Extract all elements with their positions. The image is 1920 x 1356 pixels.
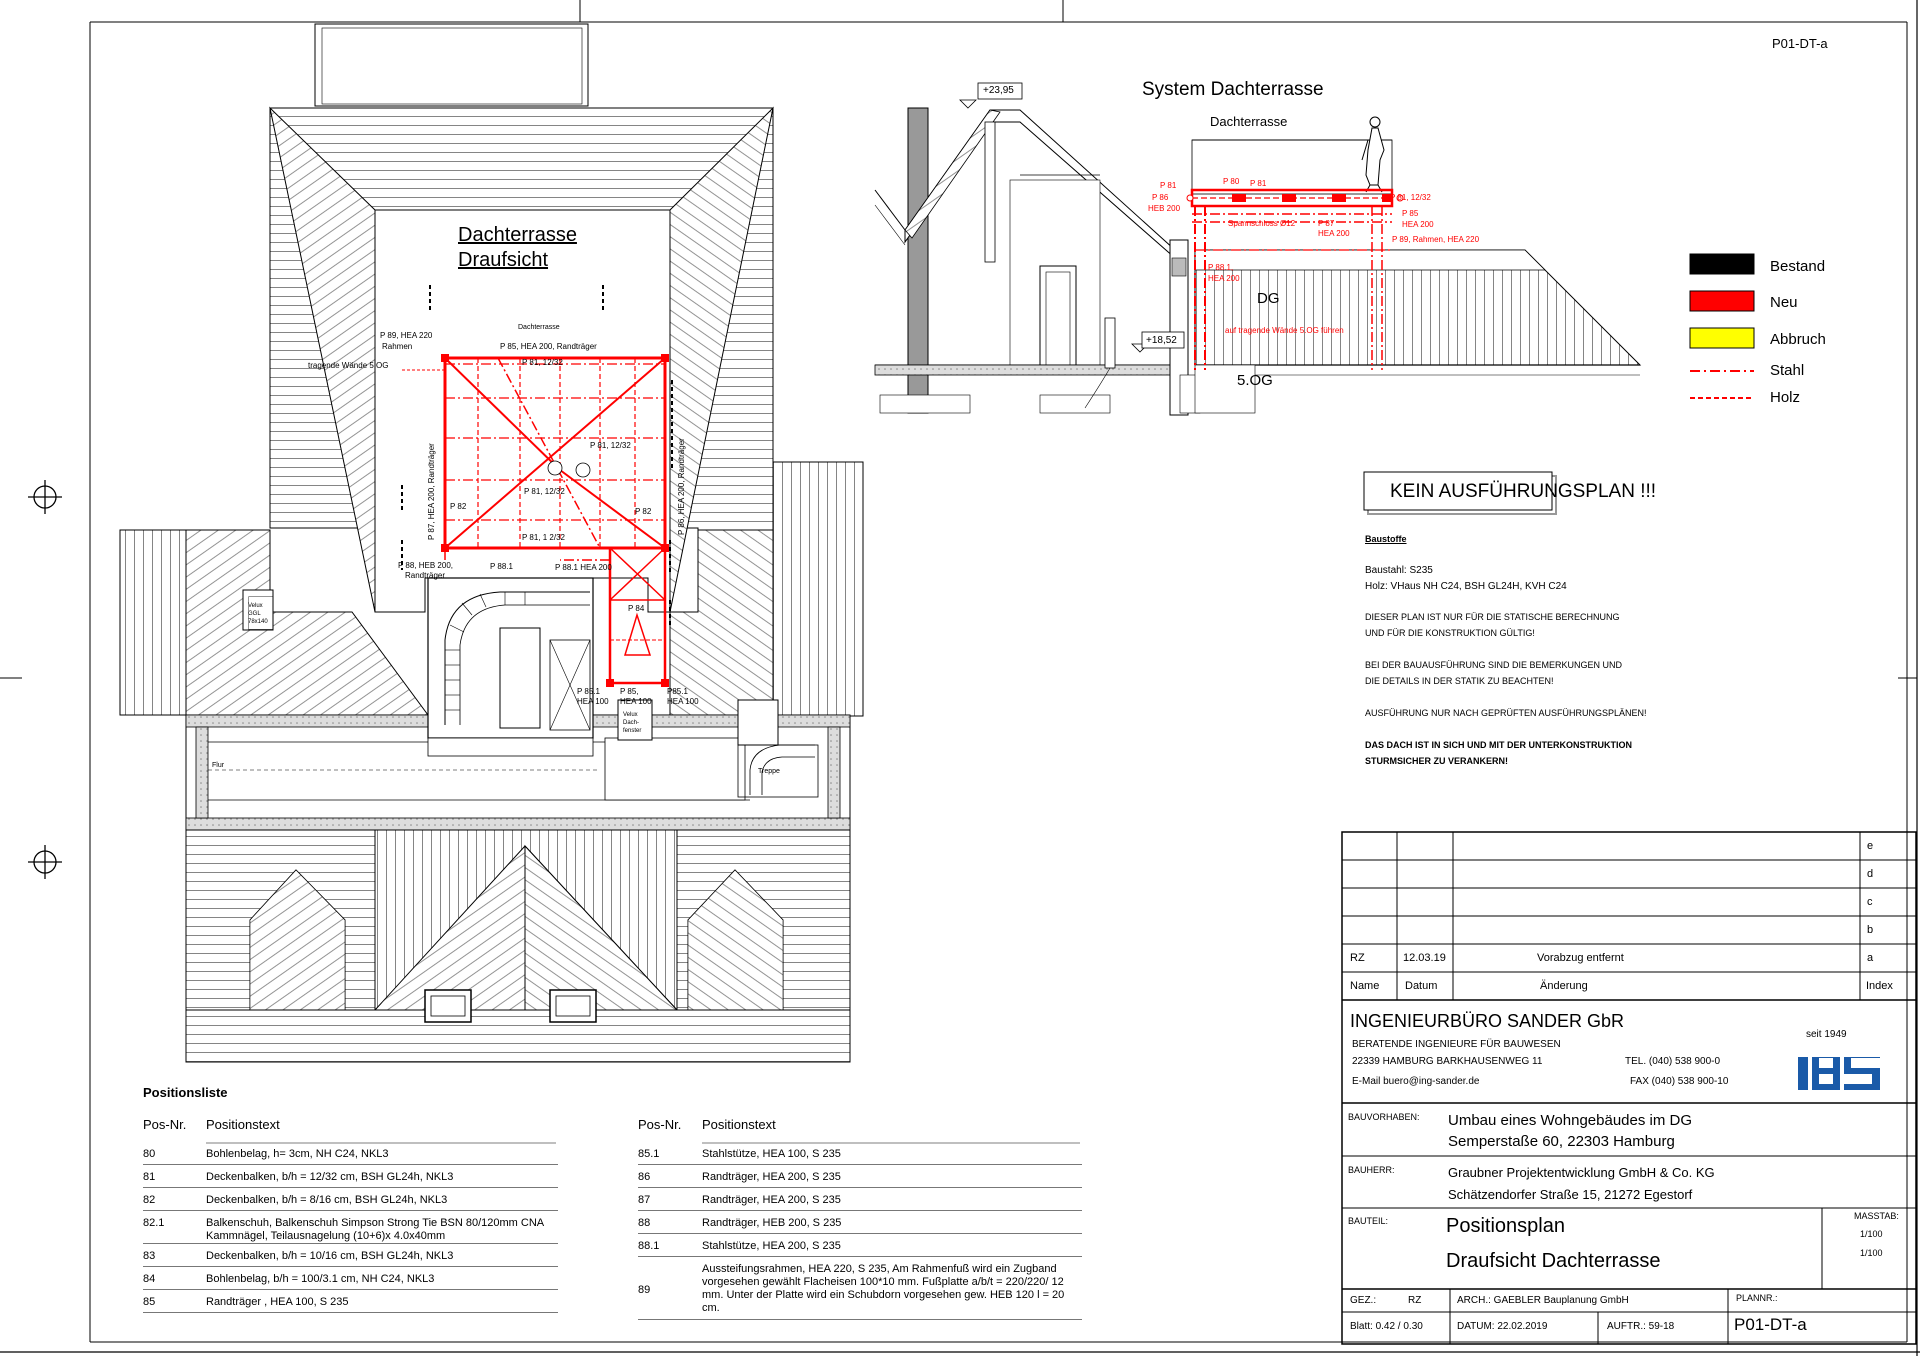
office-address: 22339 HAMBURG BARKHAUSENWEG 11 — [1352, 1056, 1543, 1067]
plan-label: P 81, 12/32 — [524, 487, 565, 496]
office-fax: FAX (040) 538 900-10 — [1630, 1076, 1729, 1087]
rev-col-name: Name — [1350, 980, 1380, 992]
legend-label-abbruch: Abbruch — [1770, 331, 1826, 348]
section-label: P 88.1, — [1208, 263, 1234, 272]
table-row — [638, 1169, 1082, 1188]
plan-label: P 88.1 — [490, 562, 513, 571]
plan-id-top: P01-DT-a — [1772, 36, 1828, 51]
plan-label: HEA 100 — [620, 697, 652, 706]
plan-label: Rahmen — [382, 342, 413, 351]
project-bh-2: Schätzendorfer Straße 15, 21272 Egestorf — [1448, 1187, 1693, 1202]
rev-a-date: 12.03.19 — [1403, 952, 1446, 964]
project-ms-2: 1/100 — [1860, 1248, 1883, 1258]
project-bv-label: BAUVORHABEN: — [1348, 1112, 1420, 1122]
materials-line: DIE DETAILS IN DER STATIK ZU BEACHTEN! — [1365, 676, 1554, 686]
position-text: Deckenbalken, b/h = 8/16 cm, BSH GL24h, NKL3 — [206, 1194, 448, 1206]
positions-col-text-right: Positionstext — [702, 1117, 776, 1132]
section-label: P 81, 12/32 — [1390, 193, 1431, 202]
plan-label: Treppe — [758, 768, 780, 775]
legend-label-neu: Neu — [1770, 294, 1798, 311]
notice-not-for-construction: KEIN AUSFÜHRUNGSPLAN !!! — [1390, 481, 1657, 502]
materials-line: UND FÜR DIE KONSTRUKTION GÜLTIG! — [1365, 628, 1535, 638]
rev-col-index: Index — [1866, 980, 1893, 992]
plan-label: P 81, 12/32 — [522, 358, 563, 367]
section-label: HEA 200 — [1318, 229, 1350, 238]
plan-label: P 85, — [620, 687, 639, 696]
position-text: Aussteifungsrahmen, HEA 220, S 235, Am Rahmenfuß wird ein Zugband vorgesehen gewählt Flacheisen 100*10 mm. Fußplatte a/b/t = 220/220/ 12 mm. Unter der Platte wird ein Schubdorn vorgesehen gew. HEB 120 l = 20 cm. — [702, 1263, 1065, 1314]
project-ms-label: MASSTAB: — [1854, 1211, 1899, 1221]
plan-label: P85.1 — [667, 687, 688, 696]
section-5og: 5.OG — [1237, 372, 1273, 389]
position-number: 88 — [638, 1217, 651, 1229]
plan-label: Flur — [212, 762, 225, 769]
legend-label-stahl: Stahl — [1770, 362, 1805, 379]
materials-line: Holz: VHaus NH C24, BSH GL24H, KVH C24 — [1365, 581, 1567, 592]
materials-line: DAS DACH IST IN SICH UND MIT DER UNTERKONSTRUKTION — [1365, 740, 1632, 750]
plan-label: HEA 100 — [577, 697, 609, 706]
table-row — [638, 1238, 1082, 1257]
plan-label: Dach- — [623, 720, 640, 726]
section-label: P 81 — [1250, 179, 1267, 188]
position-text: Randträger, HEB 200, S 235 — [702, 1217, 842, 1229]
section-label: P 81 — [1160, 181, 1177, 190]
table-row — [638, 1146, 1082, 1165]
position-number: 82.1 — [143, 1217, 165, 1229]
project-bh-1: Graubner Projektentwicklung GmbH & Co. KG — [1448, 1165, 1715, 1180]
position-text: Balkenschuh, Balkenschuh Simpson Strong Tie BSN 80/120mm CNA Kammnägel, Teilausnagelung (10+6)x 4.0x40mm — [206, 1217, 544, 1242]
position-number: 82 — [143, 1194, 156, 1206]
position-number: 85.1 — [638, 1148, 660, 1160]
project-gez-label: GEZ.: — [1350, 1295, 1377, 1306]
plan-label: P 81, 1 2/32 — [522, 533, 565, 542]
project-plan-nr: P01-DT-a — [1734, 1315, 1807, 1334]
section-label: HEB 200 — [1148, 204, 1181, 213]
positions-col-pos-right: Pos-Nr. — [638, 1117, 682, 1132]
plan-label: P 88, HEB 200, — [398, 561, 453, 570]
position-number: 88.1 — [638, 1240, 660, 1252]
person-figure — [1362, 117, 1384, 192]
plan-label: P 82 — [450, 502, 467, 511]
project-bv-1: Umbau eines Wohngebäudes im DG — [1448, 1112, 1693, 1129]
project-gez: RZ — [1408, 1295, 1422, 1306]
plan-label: tragende Wände 5.OG — [308, 361, 389, 370]
section-label: P 85 — [1402, 209, 1419, 218]
registration-mark-bottom — [28, 845, 62, 879]
project-auftr: AUFTR.: 59-18 — [1607, 1321, 1675, 1332]
project-ms-1: 1/100 — [1860, 1229, 1883, 1239]
section-dg: DG — [1257, 290, 1280, 307]
office-email: E-Mail buero@ing-sander.de — [1352, 1076, 1480, 1087]
plan-label: P 85.1 — [577, 687, 600, 696]
rev-a-change: Vorabzug entfernt — [1537, 952, 1624, 964]
materials-line: Baustahl: S235 — [1365, 565, 1433, 576]
position-text: Bohlenbelag, h= 3cm, NH C24, NKL3 — [206, 1148, 389, 1160]
project-arch: ARCH.: GAEBLER Bauplanung GmbH — [1457, 1295, 1629, 1306]
position-text: Stahlstütze, HEA 100, S 235 — [702, 1148, 841, 1160]
table-row — [638, 1215, 1082, 1234]
office-sub: BERATENDE INGENIEURE FÜR BAUWESEN — [1352, 1039, 1561, 1050]
level-top: +23,95 — [983, 85, 1014, 96]
position-text: Randträger, HEA 200, S 235 — [702, 1194, 841, 1206]
plan-title-1: Dachterrasse — [458, 224, 577, 246]
table-row — [143, 1192, 558, 1211]
project-bt-1: Positionsplan — [1446, 1215, 1565, 1237]
table-row — [143, 1215, 558, 1244]
project-bh-label: BAUHERR: — [1348, 1165, 1395, 1175]
plan-label: P 87, HEA 200, Randträger — [427, 443, 436, 540]
positions-col-pos-left: Pos-Nr. — [143, 1117, 187, 1132]
plan-label: P 88.1 HEA 200 — [555, 563, 612, 572]
project-datum: DATUM: 22.02.2019 — [1457, 1321, 1548, 1332]
position-number: 84 — [143, 1273, 156, 1285]
plan-label: GGL — [248, 611, 261, 617]
project-blatt: Blatt: 0.42 / 0.30 — [1350, 1321, 1423, 1332]
rev-letter-e: e — [1867, 840, 1874, 852]
plan-label: P 81, 12/32 — [590, 441, 631, 450]
plan-label: P 86, HEA 200, Randträger — [677, 438, 686, 535]
section-subtitle: Dachterrasse — [1210, 114, 1288, 129]
project-bv-2: Semperstaße 60, 22303 Hamburg — [1448, 1133, 1675, 1150]
ibs-logo — [1798, 1052, 1880, 1090]
section-label: P 80 — [1223, 177, 1240, 186]
plan-label: fenster — [623, 728, 642, 734]
plan-label: Dachterrasse — [518, 324, 560, 331]
position-number: 81 — [143, 1171, 156, 1183]
rev-letter-c: c — [1867, 896, 1873, 908]
office-name: INGENIEURBÜRO SANDER GbR — [1350, 1011, 1625, 1031]
plan-label: Velux — [248, 603, 263, 609]
table-row — [143, 1248, 558, 1267]
plan-label: Velux — [623, 712, 638, 718]
materials-heading: Baustoffe — [1365, 534, 1407, 544]
rev-a-name: RZ — [1350, 952, 1365, 964]
section-label: Spannschloss Ø12 — [1228, 219, 1296, 228]
rev-letter-b: b — [1867, 924, 1874, 936]
position-number: 80 — [143, 1148, 156, 1160]
section-label: HEA 200 — [1208, 274, 1240, 283]
legend-label-holz: Holz — [1770, 389, 1801, 406]
position-text: Deckenbalken, b/h = 12/32 cm, BSH GL24h, NKL3 — [206, 1171, 454, 1183]
section-label: P 86 — [1152, 193, 1169, 202]
table-row — [638, 1192, 1082, 1211]
plan-label: Randträger — [405, 571, 446, 580]
position-text: Bohlenbelag, b/h = 100/3.1 cm, NH C24, NKL3 — [206, 1273, 435, 1285]
project-plan-label: PLANNR.: — [1736, 1293, 1778, 1303]
project-bt-label: BAUTEIL: — [1348, 1216, 1389, 1226]
registration-mark-top — [28, 480, 62, 514]
section-label: P 89, Rahmen, HEA 220 — [1392, 235, 1480, 244]
table-row — [143, 1271, 558, 1290]
section-title: System Dachterrasse — [1142, 79, 1324, 100]
office-tel: TEL. (040) 538 900-0 — [1625, 1056, 1721, 1067]
materials-line: AUSFÜHRUNG NUR NACH GEPRÜFTEN AUSFÜHRUNGSPLÄNEN! — [1365, 708, 1647, 718]
position-text: Randträger, HEA 200, S 235 — [702, 1171, 841, 1183]
position-number: 87 — [638, 1194, 651, 1206]
materials-line: DIESER PLAN IST NUR FÜR DIE STATISCHE BERECHNUNG — [1365, 612, 1620, 622]
legend-label-bestand: Bestand — [1770, 258, 1826, 275]
rev-letter-d: d — [1867, 868, 1874, 880]
plan-label: 78x140 — [248, 619, 268, 625]
section-label: P 87 — [1318, 219, 1335, 228]
legend-swatches — [1690, 254, 1754, 398]
plan-label: HEA 100 — [667, 697, 699, 706]
position-number: 83 — [143, 1250, 156, 1262]
plan-title-2: Draufsicht — [458, 249, 549, 271]
plan-label: P 82 — [635, 507, 652, 516]
plan-view — [120, 24, 863, 1062]
position-text: Randträger , HEA 100, S 235 — [206, 1296, 349, 1308]
rev-col-date: Datum — [1405, 980, 1438, 992]
position-text: Deckenbalken, b/h = 10/16 cm, BSH GL24h, NKL3 — [206, 1250, 454, 1262]
level-mid: +18,52 — [1146, 335, 1177, 346]
plan-label: P 84 — [628, 604, 645, 613]
rev-letter-a: a — [1867, 952, 1874, 964]
section-label: HEA 200 — [1402, 220, 1434, 229]
section-label: auf tragende Wände 5.OG führen — [1225, 326, 1344, 335]
office-since: seit 1949 — [1806, 1029, 1847, 1040]
materials-line: BEI DER BAUAUSFÜHRUNG SIND DIE BEMERKUNGEN UND — [1365, 660, 1623, 670]
table-row — [638, 1261, 1082, 1320]
project-bt-2: Draufsicht Dachterrasse — [1446, 1250, 1661, 1272]
position-number: 85 — [143, 1296, 156, 1308]
plan-label: P 85, HEA 200, Randträger — [500, 342, 597, 351]
table-row — [143, 1146, 558, 1165]
rev-col-change: Änderung — [1540, 980, 1588, 992]
positions-heading: Positionsliste — [143, 1085, 228, 1100]
positions-col-text-left: Positionstext — [206, 1117, 280, 1132]
position-text: Stahlstütze, HEA 200, S 235 — [702, 1240, 841, 1252]
table-row — [143, 1294, 558, 1313]
table-row — [143, 1169, 558, 1188]
plan-label: P 89, HEA 220 — [380, 331, 433, 340]
section-view — [875, 83, 1640, 415]
position-number: 89 — [638, 1284, 651, 1296]
position-number: 86 — [638, 1171, 651, 1183]
materials-line: STURMSICHER ZU VERANKERN! — [1365, 756, 1509, 766]
